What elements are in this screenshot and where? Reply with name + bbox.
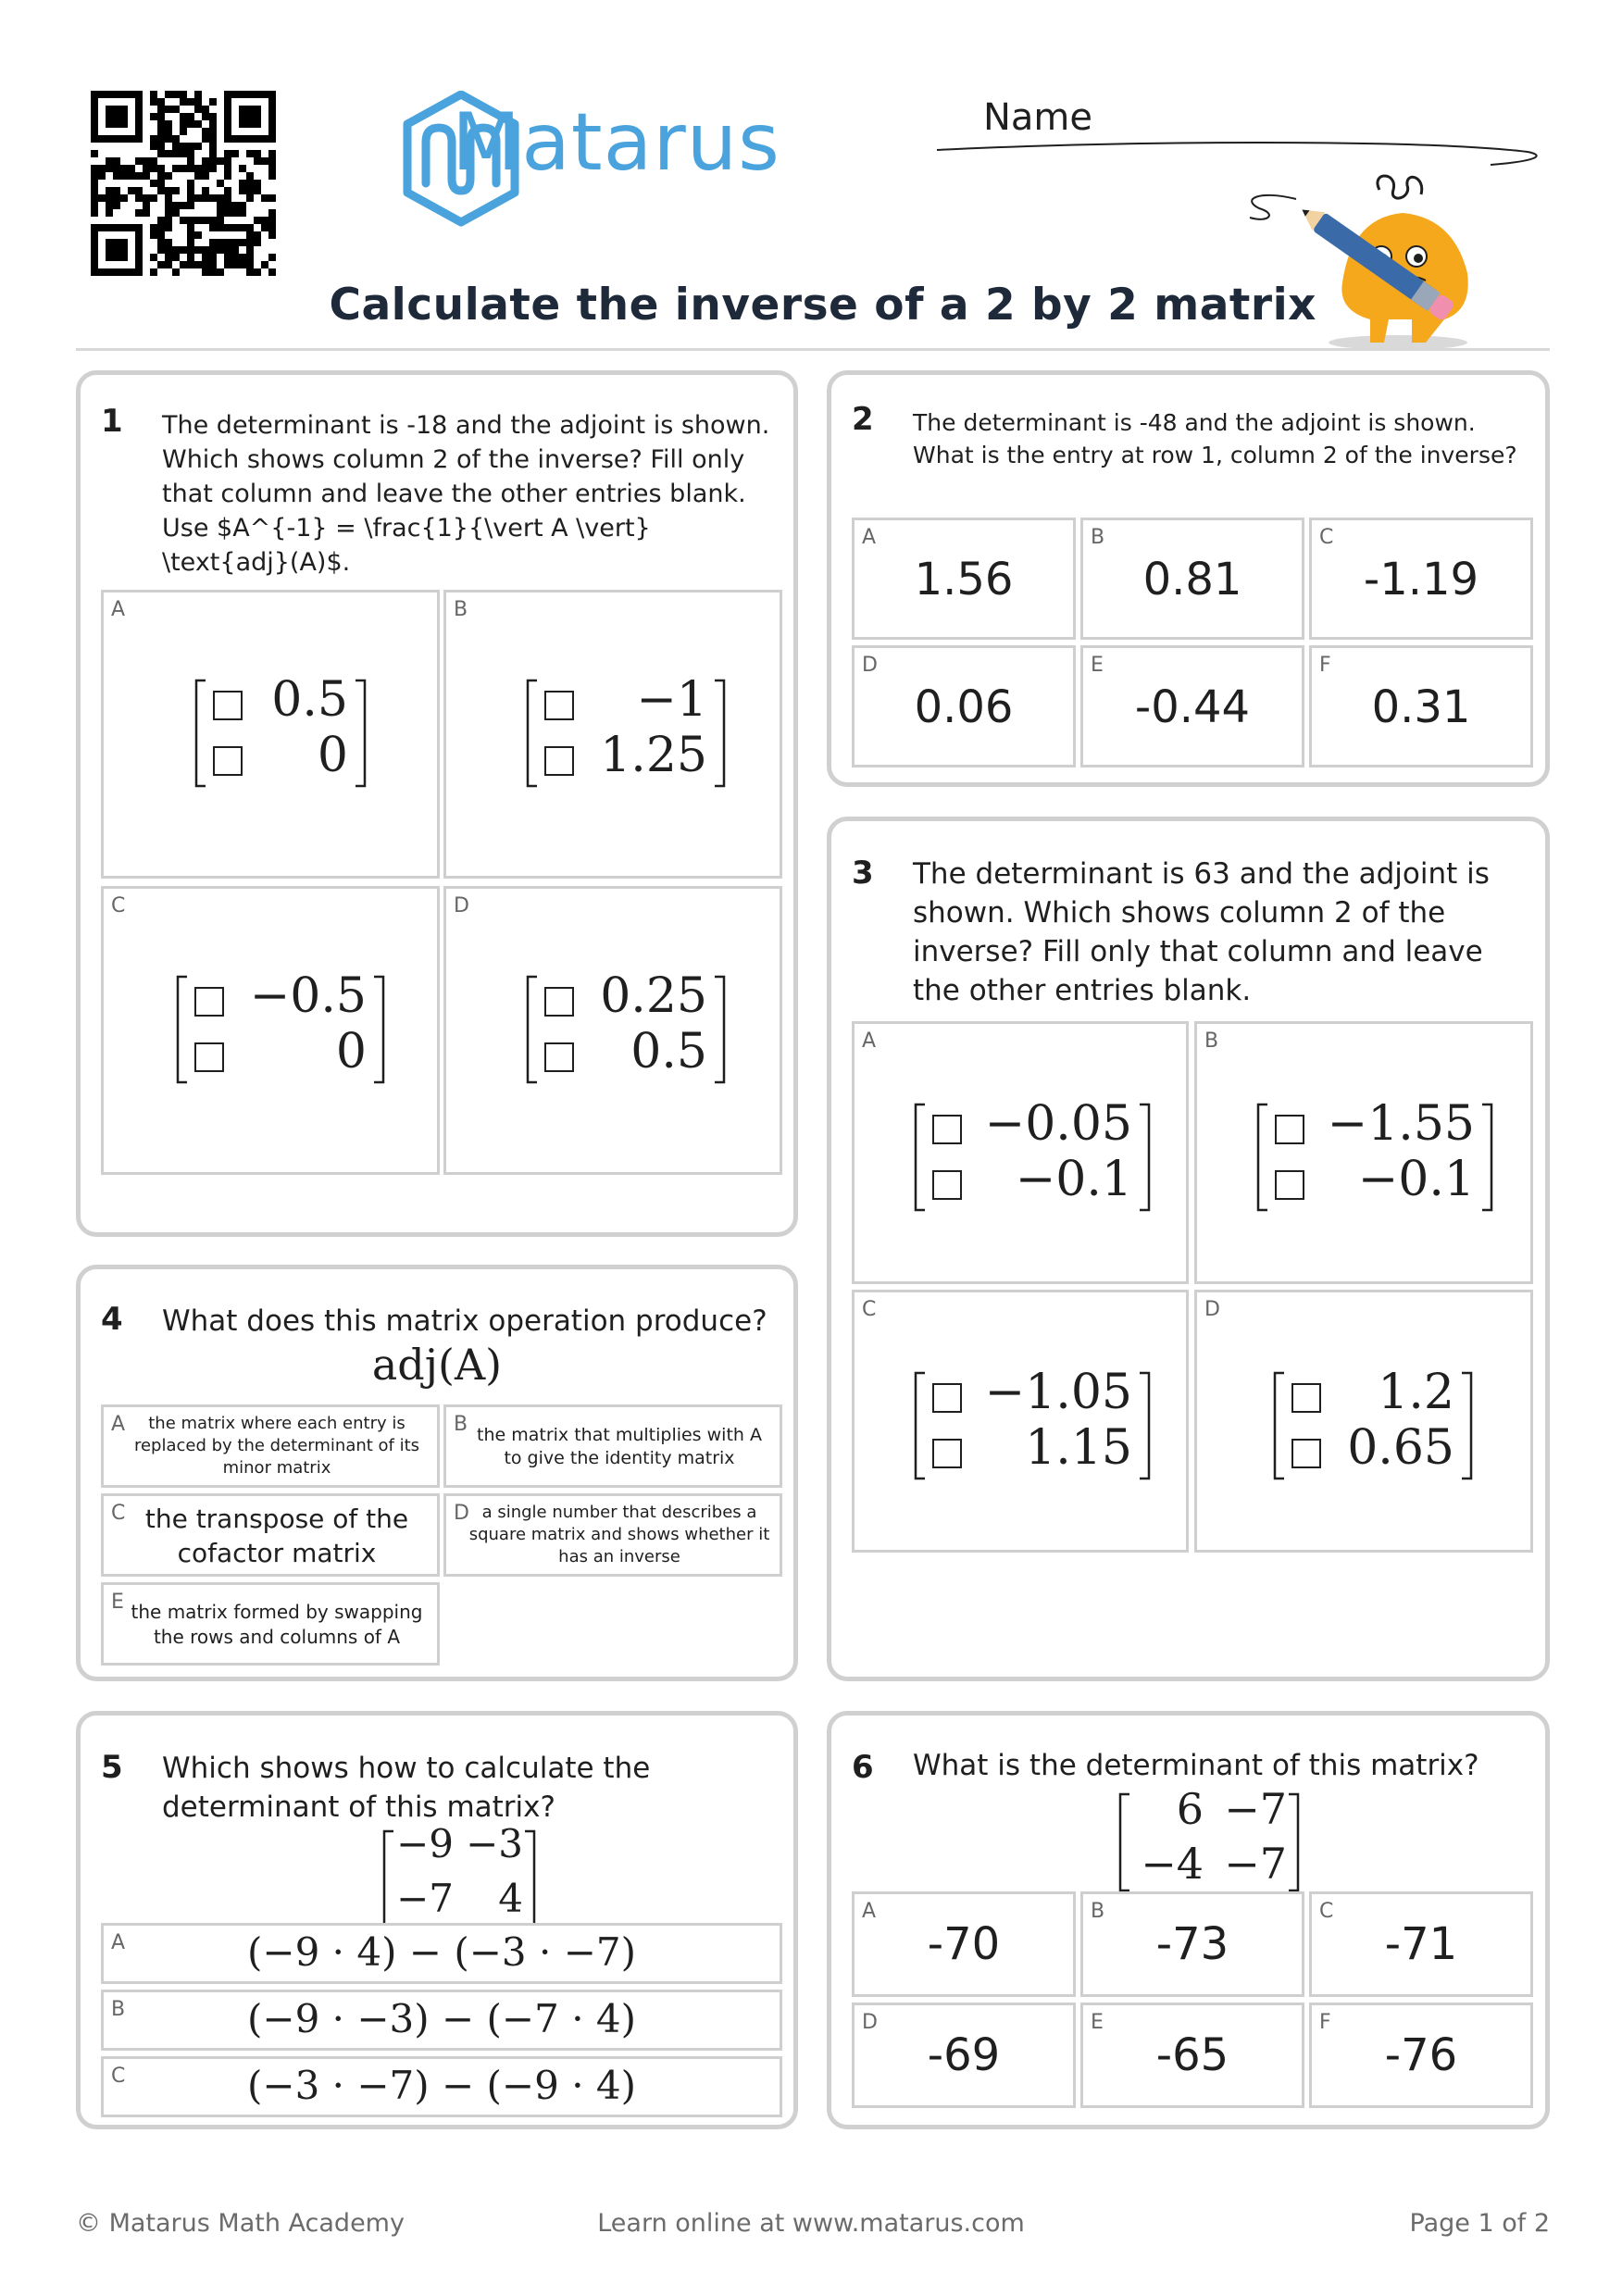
footer-page-number: Page 1 of 2: [1409, 2209, 1550, 2238]
option-value: 0.31: [1371, 681, 1471, 733]
question-card-4: [76, 1265, 798, 1681]
matrix-entry: 0.5: [630, 1024, 707, 1079]
matrix: [912, 1365, 1153, 1481]
option-value: -76: [1384, 2029, 1458, 2081]
matrix-entry: −4: [1141, 1839, 1204, 1889]
option-a[interactable]: [101, 1404, 440, 1488]
blank-entry-box: [932, 1383, 962, 1413]
option-a[interactable]: [101, 590, 440, 879]
question-card-1: [76, 370, 798, 1237]
matrix-entry: 6: [1176, 1784, 1204, 1834]
option-b[interactable]: [1194, 1021, 1533, 1284]
footer-copyright: © Matarus Math Academy: [76, 2209, 405, 2238]
option-letter: B: [1091, 526, 1105, 549]
option-text: the transpose of the cofactor matrix: [144, 1504, 409, 1568]
matrix-entry: −0.5: [249, 968, 367, 1024]
option-letter: B: [1091, 1900, 1105, 1923]
option-letter: B: [1204, 1029, 1219, 1053]
option-letter: A: [111, 598, 126, 621]
question-number: 2: [852, 401, 874, 438]
option-letter: B: [454, 1413, 468, 1436]
matrix-entry: 0: [335, 1024, 367, 1079]
option-b[interactable]: [443, 590, 782, 879]
matrix-entry: −9: [396, 1821, 454, 1866]
option-text: a single number that describes a square matrix and shows whether it has an inverse: [468, 1503, 770, 1566]
page-title: Calculate the inverse of a 2 by 2 matrix: [329, 280, 1316, 331]
blank-entry-box: [1291, 1439, 1321, 1468]
option-a[interactable]: [101, 1923, 782, 1984]
option-d[interactable]: [443, 886, 782, 1175]
option-expression: (−3 · −7) − (−9 · 4): [247, 2063, 636, 2108]
option-a[interactable]: [852, 1891, 1076, 1997]
blank-entry-box: [544, 691, 574, 720]
question-text: Which shows how to calculate the determinant of this matrix?: [162, 1752, 651, 1824]
question-card-2: [827, 370, 1550, 787]
option-a[interactable]: [852, 1021, 1189, 1284]
matrix-entry: −0.1: [1015, 1152, 1132, 1207]
option-c[interactable]: [1309, 518, 1533, 640]
matrix: [174, 968, 387, 1085]
question-text: The determinant is -18 and the adjoint is shown. Which shows column 2 of the inverse? Fill only that column and leave the other entries blank. Use $A^{-1} = \frac{1}{\vert A \vert} \text{adj}(A)$.: [162, 411, 770, 577]
option-f[interactable]: [1309, 645, 1533, 767]
option-value: -71: [1384, 1918, 1458, 1970]
matrix-entry: 4: [498, 1876, 523, 1921]
matarus-logo: [400, 91, 789, 230]
option-letter: C: [111, 2065, 126, 2088]
blank-entry-box: [194, 1042, 224, 1072]
option-b[interactable]: [443, 1404, 782, 1488]
option-c[interactable]: [101, 1493, 440, 1577]
option-b[interactable]: [101, 1990, 782, 2051]
blank-entry-box: [932, 1115, 962, 1144]
question-card-3: [827, 817, 1550, 1681]
option-letter: D: [454, 1502, 469, 1525]
matrix: [524, 672, 728, 789]
option-value: -65: [1155, 2029, 1229, 2081]
question-text: What does this matrix operation produce?: [162, 1304, 767, 1338]
option-letter: C: [1319, 1900, 1334, 1923]
matrix-entry: −0.1: [1357, 1152, 1475, 1207]
option-d[interactable]: [1194, 1290, 1533, 1553]
blank-entry-box: [544, 987, 574, 1017]
option-letter: D: [862, 2011, 878, 2034]
blank-entry-box: [544, 746, 574, 776]
matrix-entry: 0: [317, 728, 348, 783]
matrix: [1254, 1096, 1495, 1213]
question-number: 5: [101, 1749, 123, 1786]
matrix-entry: −7: [396, 1876, 454, 1921]
name-label: Name: [983, 96, 1093, 139]
question-text: The determinant is -48 and the adjoint is shown. What is the entry at row 1, column 2 of the inverse?: [913, 409, 1517, 468]
blank-entry-box: [213, 691, 243, 720]
option-letter: E: [111, 1591, 124, 1614]
matrix-entry: −7: [1224, 1839, 1287, 1889]
blank-entry-box: [1291, 1383, 1321, 1413]
matrix-entry: −3: [466, 1821, 523, 1866]
option-a[interactable]: [852, 518, 1076, 640]
option-letter: C: [1319, 526, 1334, 549]
option-c[interactable]: [101, 886, 440, 1175]
option-b[interactable]: [1080, 518, 1304, 640]
question-number: 4: [101, 1301, 123, 1338]
question-card-6: [827, 1711, 1550, 2129]
option-d[interactable]: [852, 645, 1076, 767]
option-letter: F: [1319, 2011, 1331, 2034]
header-divider: [76, 348, 1550, 351]
option-letter: D: [454, 894, 469, 917]
blank-entry-box: [194, 987, 224, 1017]
brand-text: Matarus: [452, 96, 780, 189]
option-value: -69: [927, 2029, 1001, 2081]
matrix-entry: 1.25: [600, 728, 707, 783]
blank-entry-box: [544, 1042, 574, 1072]
matrix-entry: −1.05: [984, 1365, 1132, 1420]
option-e[interactable]: [101, 1582, 440, 1666]
option-d[interactable]: [852, 2003, 1076, 2108]
option-letter: A: [862, 1900, 877, 1923]
matrix: [524, 968, 728, 1085]
option-expression: (−9 · −3) − (−7 · 4): [247, 1996, 636, 2041]
option-letter: E: [1091, 2011, 1104, 2034]
option-letter: D: [862, 654, 878, 677]
question-number: 1: [101, 403, 123, 440]
option-letter: E: [1091, 654, 1104, 677]
option-f[interactable]: [1309, 2003, 1533, 2108]
option-text: the matrix that multiplies with A to give the identity matrix: [477, 1425, 762, 1468]
matrix-entry: −1.55: [1327, 1096, 1475, 1152]
question-number: 3: [852, 855, 874, 892]
option-letter: C: [111, 894, 126, 917]
option-letter: B: [111, 1998, 126, 2021]
matrix: [193, 672, 368, 789]
matrix: [1271, 1365, 1475, 1481]
option-letter: A: [111, 1931, 126, 1954]
option-letter: C: [111, 1502, 126, 1525]
determinant-matrix: [381, 1821, 538, 1930]
matrix-entry: 0.65: [1347, 1420, 1454, 1476]
option-letter: C: [862, 1298, 877, 1321]
option-d[interactable]: [443, 1493, 782, 1577]
option-c[interactable]: [852, 1290, 1189, 1553]
matrix-entry: 0.25: [600, 968, 707, 1024]
option-value: 1.56: [914, 554, 1014, 605]
determinant-matrix: [1117, 1784, 1302, 1893]
option-value: 0.06: [914, 681, 1014, 733]
option-value: -0.44: [1134, 681, 1251, 733]
matrix-entry: 1.2: [1378, 1365, 1454, 1420]
option-b[interactable]: [1080, 1891, 1304, 1997]
option-c[interactable]: [101, 2056, 782, 2117]
matrix-entry: −1: [636, 672, 707, 728]
blank-entry-box: [932, 1439, 962, 1468]
question-text: The determinant is 63 and the adjoint is shown. Which shows column 2 of the inverse? Fill only that column and leave the other entries blank.: [913, 857, 1490, 1007]
option-letter: B: [454, 598, 468, 621]
footer-website-link[interactable]: Learn online at www.matarus.com: [597, 2209, 1025, 2238]
option-value: 0.81: [1142, 554, 1242, 605]
option-c[interactable]: [1309, 1891, 1533, 1997]
matrix-entry: 0.5: [271, 672, 348, 728]
option-text: the matrix formed by swapping the rows and columns of A: [131, 1601, 423, 1648]
question-card-5: [76, 1711, 798, 2129]
option-e[interactable]: [1080, 645, 1304, 767]
option-letter: F: [1319, 654, 1331, 677]
matrix-entry: −7: [1224, 1784, 1287, 1834]
question-text: What is the determinant of this matrix?: [913, 1749, 1479, 1782]
name-line[interactable]: [935, 139, 1546, 176]
option-letter: A: [111, 1413, 126, 1436]
option-text: the matrix where each entry is replaced by the determinant of its minor matrix: [133, 1414, 420, 1478]
blank-entry-box: [1275, 1170, 1304, 1200]
matrix-entry: −0.05: [984, 1096, 1132, 1152]
option-value: -1.19: [1363, 554, 1479, 605]
qr-code: [91, 91, 276, 276]
option-value: -70: [927, 1918, 1001, 1970]
blank-entry-box: [1275, 1115, 1304, 1144]
blank-entry-box: [213, 746, 243, 776]
option-letter: A: [862, 1029, 877, 1053]
blank-entry-box: [932, 1170, 962, 1200]
option-letter: D: [1204, 1298, 1220, 1321]
question-number: 6: [852, 1749, 874, 1786]
option-letter: A: [862, 526, 877, 549]
option-expression: (−9 · 4) − (−3 · −7): [247, 1929, 636, 1975]
option-value: -73: [1155, 1918, 1229, 1970]
option-e[interactable]: [1080, 2003, 1304, 2108]
operation-expression: adj(A): [371, 1340, 503, 1390]
matrix: [912, 1096, 1153, 1213]
matrix-entry: 1.15: [1025, 1420, 1132, 1476]
